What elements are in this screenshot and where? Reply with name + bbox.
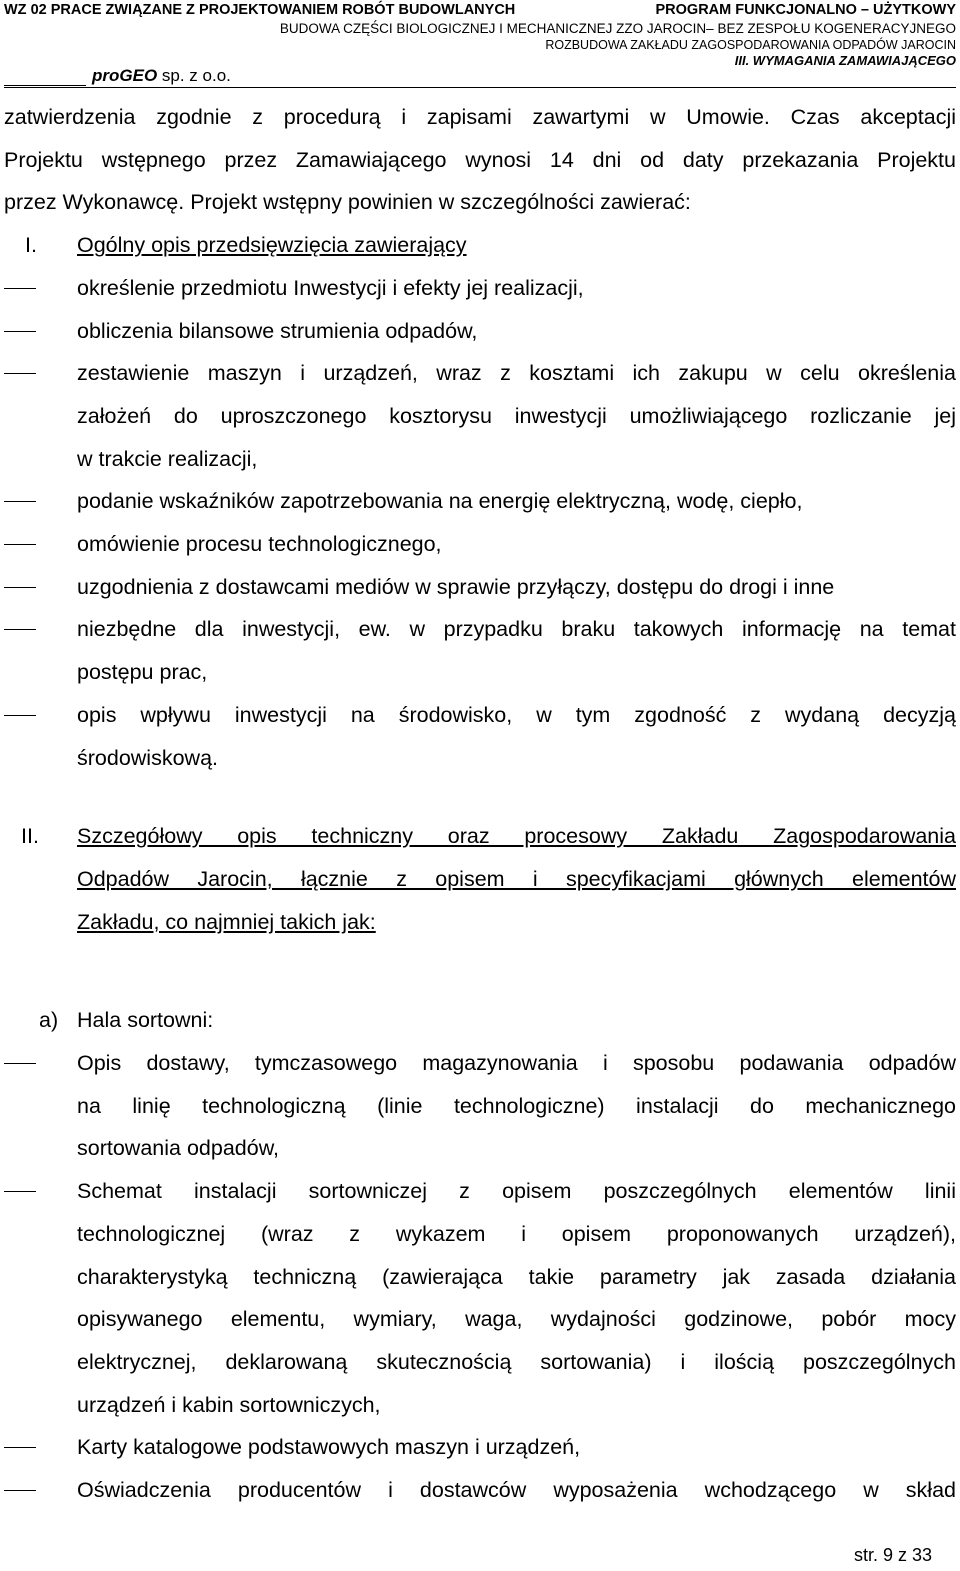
list-item-line: opisywanego elementu, wymiary, waga, wydajności godzinowe, pobór mocy: [77, 1307, 956, 1332]
list-item-line: omówienie procesu technologicznego,: [77, 532, 442, 557]
list-item-line: podanie wskaźników zapotrzebowania na energię elektryczną, wodę, ciepło,: [77, 489, 803, 514]
list-item-line: w trakcie realizacji,: [77, 446, 258, 471]
list-item: [4, 310, 956, 353]
page-number: str. 9 z 33: [853, 1545, 932, 1565]
list-item-line: urządzeń i kabin sortowniczych,: [77, 1392, 381, 1417]
list-item-line: obliczenia bilansowe strumienia odpadów,: [77, 318, 478, 343]
list-item-line: sortowania odpadów,: [77, 1136, 280, 1161]
list-item: [4, 523, 956, 566]
spacer: [4, 943, 956, 999]
subsection-a-title: Hala sortowni:: [77, 1008, 214, 1033]
intro-line-1: zatwierdzenia zgodnie z procedurą i zapisami zawartymi w Umowie. Czas akceptacji: [4, 105, 956, 129]
intro-line-3: przez Wykonawcę. Projekt wstępny powinien w szczególności zawierać:: [4, 190, 691, 215]
header-company: [92, 66, 237, 86]
list-item-line: na linię technologiczną (linie technologiczne) instalacji do mechanicznego: [77, 1093, 956, 1118]
list-item-line: elektrycznej, deklarowaną skutecznością sortowania) i ilością poszczególnych: [77, 1349, 956, 1374]
list-item-line: niezbędne dla inwestycji, ew. w przypadku braku takowych informację na temat: [77, 617, 956, 642]
list-item-line: postępu prac,: [77, 660, 208, 685]
list-item: [4, 267, 956, 310]
list-item: [4, 608, 956, 693]
section-2-title-line: Odpadów Jarocin, łącznie z opisem i specyfikacjami głównych elementów: [77, 866, 956, 891]
section-2-heading: [4, 815, 956, 943]
subsection-a-heading: [4, 999, 956, 1042]
section-1-number: I.: [25, 233, 37, 258]
list-item: [4, 1426, 956, 1469]
header-project-line: BUDOWA CZĘŚCI BIOLOGICZNEJ I MECHANICZNEJ ZZO JAROCIN– BEZ ZESPOŁU KOGENERACYJNEGO: [279, 21, 956, 36]
list-item-line: środowiskową.: [77, 745, 218, 770]
list-item: [4, 1170, 956, 1426]
list-item-line: Karty katalogowe podstawowych maszyn i urządzeń,: [77, 1435, 581, 1460]
list-item-line: zestawienie maszyn i urządzeń, wraz z kosztami ich zakupu w celu określenia: [77, 361, 956, 386]
section-2-title-line: Szczegółowy opis techniczny oraz procesowy Zakładu Zagospodarowania: [77, 824, 956, 849]
section-1-heading: [4, 224, 956, 267]
header-left-title: WZ 02 PRACE ZWIĄZANE Z PROJEKTOWANIEM ROBÓT BUDOWLANYCH: [4, 2, 516, 18]
header-subproject-line: ROZBUDOWA ZAKŁADU ZAGOSPODAROWANIA ODPADÓW JAROCIN: [545, 38, 956, 52]
header-right-title: PROGRAM FUNKCJONALNO – UŻYTKOWY: [655, 2, 956, 18]
subsection-a-number: a): [39, 1008, 59, 1033]
header-section-line: III. WYMAGANIA ZAMAWIAJĄCEGO: [734, 53, 956, 68]
header-rule-left: [4, 85, 86, 86]
list-item-line: uzgodnienia z dostawcami mediów w sprawie przyłączy, dostępu do drogi i inne: [77, 574, 835, 599]
list-item: [4, 566, 956, 609]
list-item-line: Oświadczenia producentów i dostawców wyposażenia wchodzącego w skład: [77, 1478, 956, 1503]
list-item: [4, 694, 956, 779]
list-item-line: założeń do uproszczonego kosztorysu inwestycji umożliwiającego rozliczanie jej: [77, 403, 956, 428]
section-1-title: Ogólny opis przedsięwzięcia zawierający: [77, 233, 467, 258]
list-item-line: określenie przedmiotu Inwestycji i efekty jej realizacji,: [77, 275, 584, 300]
list-item: [4, 1469, 956, 1512]
header-rule: [4, 87, 956, 88]
spacer: [4, 779, 956, 815]
company-suffix: sp. z o.o.: [157, 66, 231, 85]
section-2-title-line: Zakładu, co najmniej takich jak:: [77, 909, 376, 934]
section-2-number: II.: [21, 824, 39, 849]
list-item: [4, 352, 956, 480]
list-item-line: charakterystyką techniczną (zawierająca takie parametry jak zasada działania: [77, 1264, 956, 1289]
list-item: [4, 480, 956, 523]
page-header: [0, 0, 960, 90]
document-body: [4, 96, 956, 1512]
list-item-line: Schemat instalacji sortowniczej z opisem poszczególnych elementów linii: [77, 1179, 956, 1204]
list-item-line: Opis dostawy, tymczasowego magazynowania i sposobu podawania odpadów: [77, 1051, 956, 1076]
list-item-line: technologicznej (wraz z wykazem i opisem proponowanych urządzeń),: [77, 1221, 956, 1246]
company-brand: proGEO: [92, 66, 158, 85]
list-item-line: opis wpływu inwestycji na środowisko, w tym zgodność z wydaną decyzją: [77, 702, 956, 727]
intro-line-2: Projektu wstępnego przez Zamawiającego wynosi 14 dni od daty przekazania Projektu: [4, 147, 956, 172]
list-item: [4, 1042, 956, 1170]
